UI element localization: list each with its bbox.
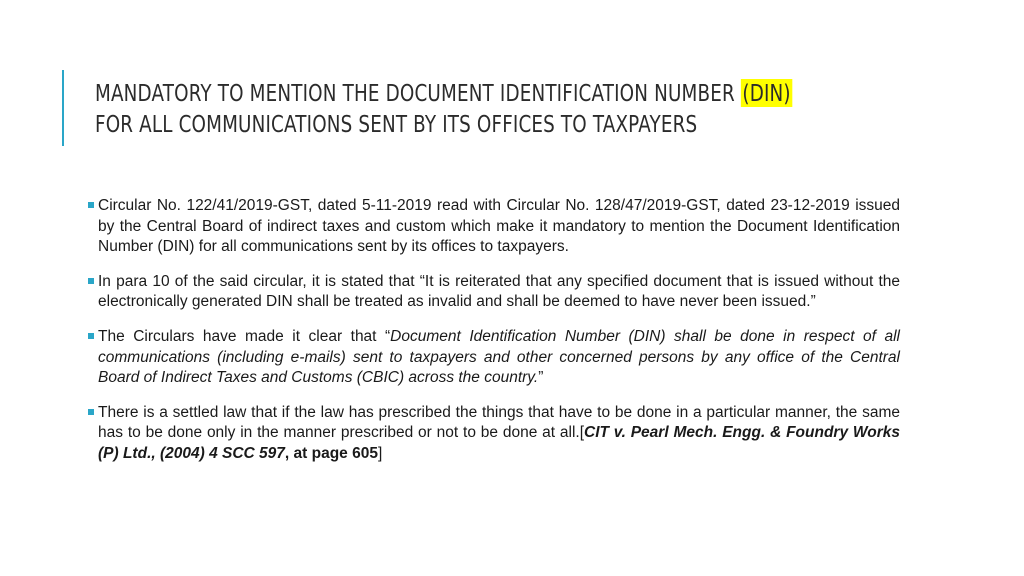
title-line-1-text: MANDATORY TO MENTION THE DOCUMENT IDENTIFICATION NUMBER <box>95 79 741 107</box>
case-citation-name: CIT v. Pearl Mech. Engg. & Foundry Works (P) Ltd., (2004) 4 SCC 597 <box>98 424 900 462</box>
title-line-2: FOR ALL COMMUNICATIONS SENT BY ITS OFFICES TO TAXPAYERS <box>95 110 698 138</box>
bullet-text: Circular No. 122/41/2019-GST, dated 5-11-2019 read with Circular No. 128/47/2019-GST, dated 23-12-2019 issued by the Central Board of indirect taxes and custom which make it mandatory to mention the Document Identification Number (DIN) for all communications sent by its offices to taxpayers. <box>98 197 900 256</box>
bullet-list <box>88 196 900 465</box>
bullet-text-quote: Document Identification Number (DIN) shall be done in respect of all communications (including e-mails) sent to taxpayers and other concerned persons by any office of the Central Board of Indirect Taxes and Customs (CBIC) across the country. <box>98 327 901 387</box>
title-line-1 <box>95 78 791 109</box>
bullet-text-suffix: ] <box>377 444 383 462</box>
bullet-text-suffix: ” <box>538 369 544 387</box>
bullet-item <box>88 403 900 465</box>
slide-title <box>95 78 791 140</box>
bullet-text <box>98 403 900 465</box>
title-accent-bar <box>62 70 64 146</box>
square-bullet-icon <box>88 202 94 208</box>
bullet-text: In para 10 of the said circular, it is stated that “It is reiterated that any specified document that is issued without the electronically generated DIN shall be treated as invalid and shall be deemed to have never been issued.” <box>98 272 900 311</box>
bullet-text-prefix: The Circulars have made it clear that “ <box>98 327 391 345</box>
bullet-text-prefix: There is a settled law that if the law has prescribed the things that have to be done in a particular manner, the same has to be done only in the manner prescribed or not to be done at all.[ <box>98 403 900 442</box>
case-citation-page: , at page 605 <box>284 444 378 462</box>
square-bullet-icon <box>88 333 94 339</box>
bullet-text <box>98 327 900 389</box>
square-bullet-icon <box>88 409 94 415</box>
bullet-item <box>88 272 900 313</box>
title-din-highlight: (DIN) <box>742 79 791 107</box>
square-bullet-icon <box>88 278 94 284</box>
bullet-item <box>88 196 900 258</box>
bullet-item <box>88 327 900 389</box>
